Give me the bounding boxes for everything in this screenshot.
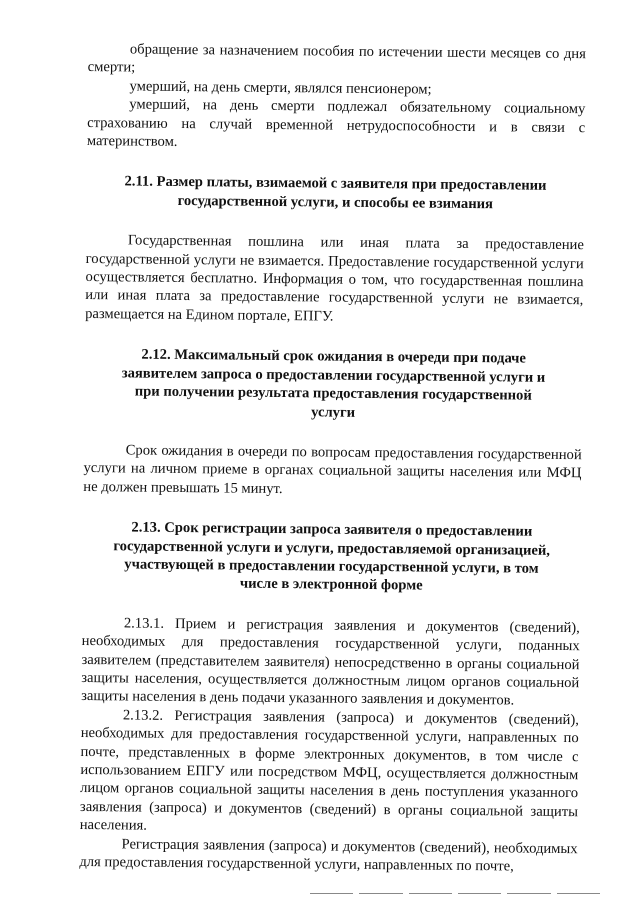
section-2-13-heading: 2.13. Срок регистрации запроса заявителя о предоставлении государственной услуги и услуги, предоставляемой организацией, участвующей в предоставлении государственной услуги, в том числе в электронной форме — [113, 519, 551, 594]
document-page — [79, 40, 586, 877]
section-2-11-body: Государственная пошлина или иная плата за предоставление государственной услуги не взимается. Предоставление государственной услуги осуществляется бесплатно. Информация о том, что государственная пошлина или иная плата за предоставление государственной услуги не взимается, размещается на Едином портале, ЕПГУ. — [85, 232, 584, 325]
intro-item-pensioner: умерший, на день смерти, являлся пенсионером; — [129, 78, 432, 98]
section-2-13-1-paragraph: 2.13.1. Прием и регистрация заявления и документов (сведений), необходимых для предоставления государственной услуги, поданных заявителем (представителем заявителя) непосредственно в органы социальной защиты населения, осуществляется должностным лицом органов социальной защиты населения в день подачи указанного заявления и документов. — [81, 615, 580, 709]
section-2-13-continuation-paragraph: Регистрация заявления (запроса) и документов (сведений), необходимых для предоставления государственной услуги, направленных по почте, — [79, 836, 578, 875]
intro-item-death-benefit-deadline: обращение за назначением пособия по истечении шести месяцев со дня смерти; — [87, 41, 586, 76]
intro-item-social-insurance: умерший, на день смерти подлежал обязательному социальному страхованию на случай временной нетрудоспособности и в связи с материнством. — [86, 96, 586, 150]
section-2-12-heading: 2.12. Максимальный срок ожидания в очереди при подаче заявителем запроса о предоставлении государственной услуги и при получении результата предоставления государственной услуги — [121, 346, 546, 421]
section-2-12-body: Срок ожидания в очереди по вопросам предоставления государственной услуги на личном приеме в органах социальной защиты населения или МФЦ не должен превышать 15 минут. — [83, 442, 582, 497]
section-2-11-heading: 2.11. Размер платы, взимаемой с заявителя при предоставлении государственной услуги, и способы ее взимания — [124, 173, 547, 213]
scan-edge-marks — [310, 893, 600, 897]
section-2-13-2-paragraph: 2.13.2. Регистрация заявления (запроса) и документов (сведений), необходимых для предоставления государственной услуги, направленных по почте, представленных в форме электронных документов, в том числе с использованием ЕПГУ или посредством МФЦ, осуществляется должностным лицом органов социальной защиты населения в день поступления указанного заявления (запроса) и документов (сведений) в органы социальной защиты населения. — [79, 707, 579, 834]
